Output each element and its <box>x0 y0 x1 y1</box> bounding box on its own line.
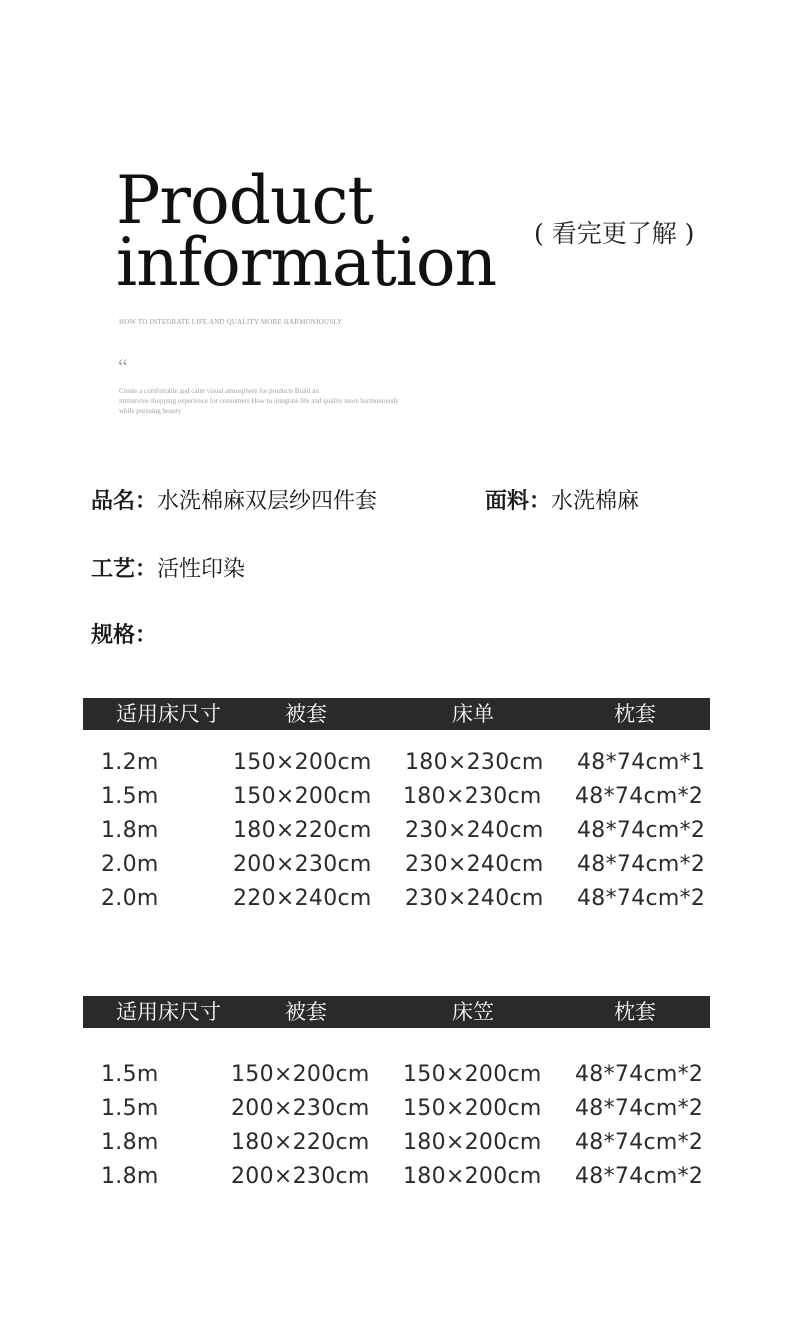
product-name-row <box>91 484 377 515</box>
header-duvet-cover: 被套 <box>285 702 327 726</box>
size-table-fitted <box>83 996 710 1194</box>
table-row <box>83 1058 710 1092</box>
cell-duvet-cover: 200×230cm <box>231 1164 370 1189</box>
hero-title-line2: information <box>116 224 497 301</box>
hero-title-line1: Product <box>116 162 373 239</box>
craft-value: 活性印染 <box>157 557 246 582</box>
quote-mark-icon: “ <box>118 354 128 379</box>
table-row <box>83 1092 710 1126</box>
header-bed-size: 适用床尺寸 <box>116 1000 221 1024</box>
cell-pillowcase: 48*74cm*2 <box>575 1096 704 1121</box>
cell-bed-sheet: 230×240cm <box>405 852 544 877</box>
cell-bed-sheet: 180×230cm <box>405 750 544 775</box>
fabric-value: 水洗棉麻 <box>551 489 640 514</box>
description-line: Create a comfortable and calm visual atmosphere for products Build an <box>119 387 319 395</box>
cell-bed-size: 1.2m <box>101 750 159 775</box>
cell-bed-size: 1.5m <box>101 784 159 809</box>
table-row <box>83 1160 710 1194</box>
cell-fitted-sheet: 180×200cm <box>403 1164 542 1189</box>
cell-bed-size: 1.8m <box>101 1130 159 1155</box>
craft-row <box>91 552 245 583</box>
cell-pillowcase: 48*74cm*2 <box>575 1130 704 1155</box>
header-pillowcase: 枕套 <box>614 1000 656 1024</box>
description-line: while pursuing beauty <box>119 407 182 415</box>
header-bed-sheet: 床单 <box>452 702 494 726</box>
product-name-value: 水洗棉麻双层纱四件套 <box>157 489 378 514</box>
cell-bed-size: 1.5m <box>101 1062 159 1087</box>
cell-duvet-cover: 150×200cm <box>231 1062 370 1087</box>
cell-pillowcase: 48*74cm*2 <box>577 886 706 911</box>
cell-bed-size: 1.8m <box>101 818 159 843</box>
header-bed-size: 适用床尺寸 <box>116 702 221 726</box>
cell-duvet-cover: 150×200cm <box>233 750 372 775</box>
description-line: immersive shopping experience for consumers How to integrate life and quality more harmoniously <box>119 397 399 405</box>
cell-fitted-sheet: 180×200cm <box>403 1130 542 1155</box>
cell-duvet-cover: 200×230cm <box>231 1096 370 1121</box>
spec-row <box>91 618 157 649</box>
table-row <box>83 1126 710 1160</box>
cell-duvet-cover: 180×220cm <box>231 1130 370 1155</box>
cell-bed-size: 1.5m <box>101 1096 159 1121</box>
cell-pillowcase: 48*74cm*2 <box>577 852 706 877</box>
header-fitted-sheet: 床笠 <box>452 1000 494 1024</box>
cell-pillowcase: 48*74cm*2 <box>575 1164 704 1189</box>
table-header <box>83 698 710 730</box>
cell-bed-sheet: 230×240cm <box>405 886 544 911</box>
cell-pillowcase: 48*74cm*2 <box>577 818 706 843</box>
fabric-label: 面料： <box>485 489 552 514</box>
table-row <box>83 814 710 848</box>
table-row <box>83 882 710 916</box>
cell-fitted-sheet: 150×200cm <box>403 1096 542 1121</box>
cell-bed-size: 2.0m <box>101 852 159 877</box>
craft-label: 工艺： <box>91 557 158 582</box>
table-row <box>83 746 710 780</box>
cell-duvet-cover: 150×200cm <box>233 784 372 809</box>
read-more-note: ( 看完更了解 ) <box>534 219 695 248</box>
cell-pillowcase: 48*74cm*1 <box>577 750 706 775</box>
cell-duvet-cover: 220×240cm <box>233 886 372 911</box>
table-row <box>83 848 710 882</box>
cell-pillowcase: 48*74cm*2 <box>575 784 704 809</box>
cell-bed-sheet: 230×240cm <box>405 818 544 843</box>
cell-duvet-cover: 200×230cm <box>233 852 372 877</box>
table-header <box>83 996 710 1028</box>
spec-label: 规格： <box>91 623 158 648</box>
header-pillowcase: 枕套 <box>614 702 656 726</box>
cell-bed-size: 1.8m <box>101 1164 159 1189</box>
cell-duvet-cover: 180×220cm <box>233 818 372 843</box>
cell-bed-size: 2.0m <box>101 886 159 911</box>
header-duvet-cover: 被套 <box>285 1000 327 1024</box>
description <box>119 386 509 416</box>
table-row <box>83 780 710 814</box>
fabric-row <box>485 484 639 515</box>
cell-bed-sheet: 180×230cm <box>403 784 542 809</box>
size-table-sheet <box>83 698 710 916</box>
cell-fitted-sheet: 150×200cm <box>403 1062 542 1087</box>
tagline: HOW TO INTEGRATE LIFE AND QUALITY MORE HARMONIOUSLY <box>119 318 343 326</box>
product-name-label: 品名： <box>91 489 158 514</box>
hero-title <box>116 162 497 301</box>
cell-pillowcase: 48*74cm*2 <box>575 1062 704 1087</box>
